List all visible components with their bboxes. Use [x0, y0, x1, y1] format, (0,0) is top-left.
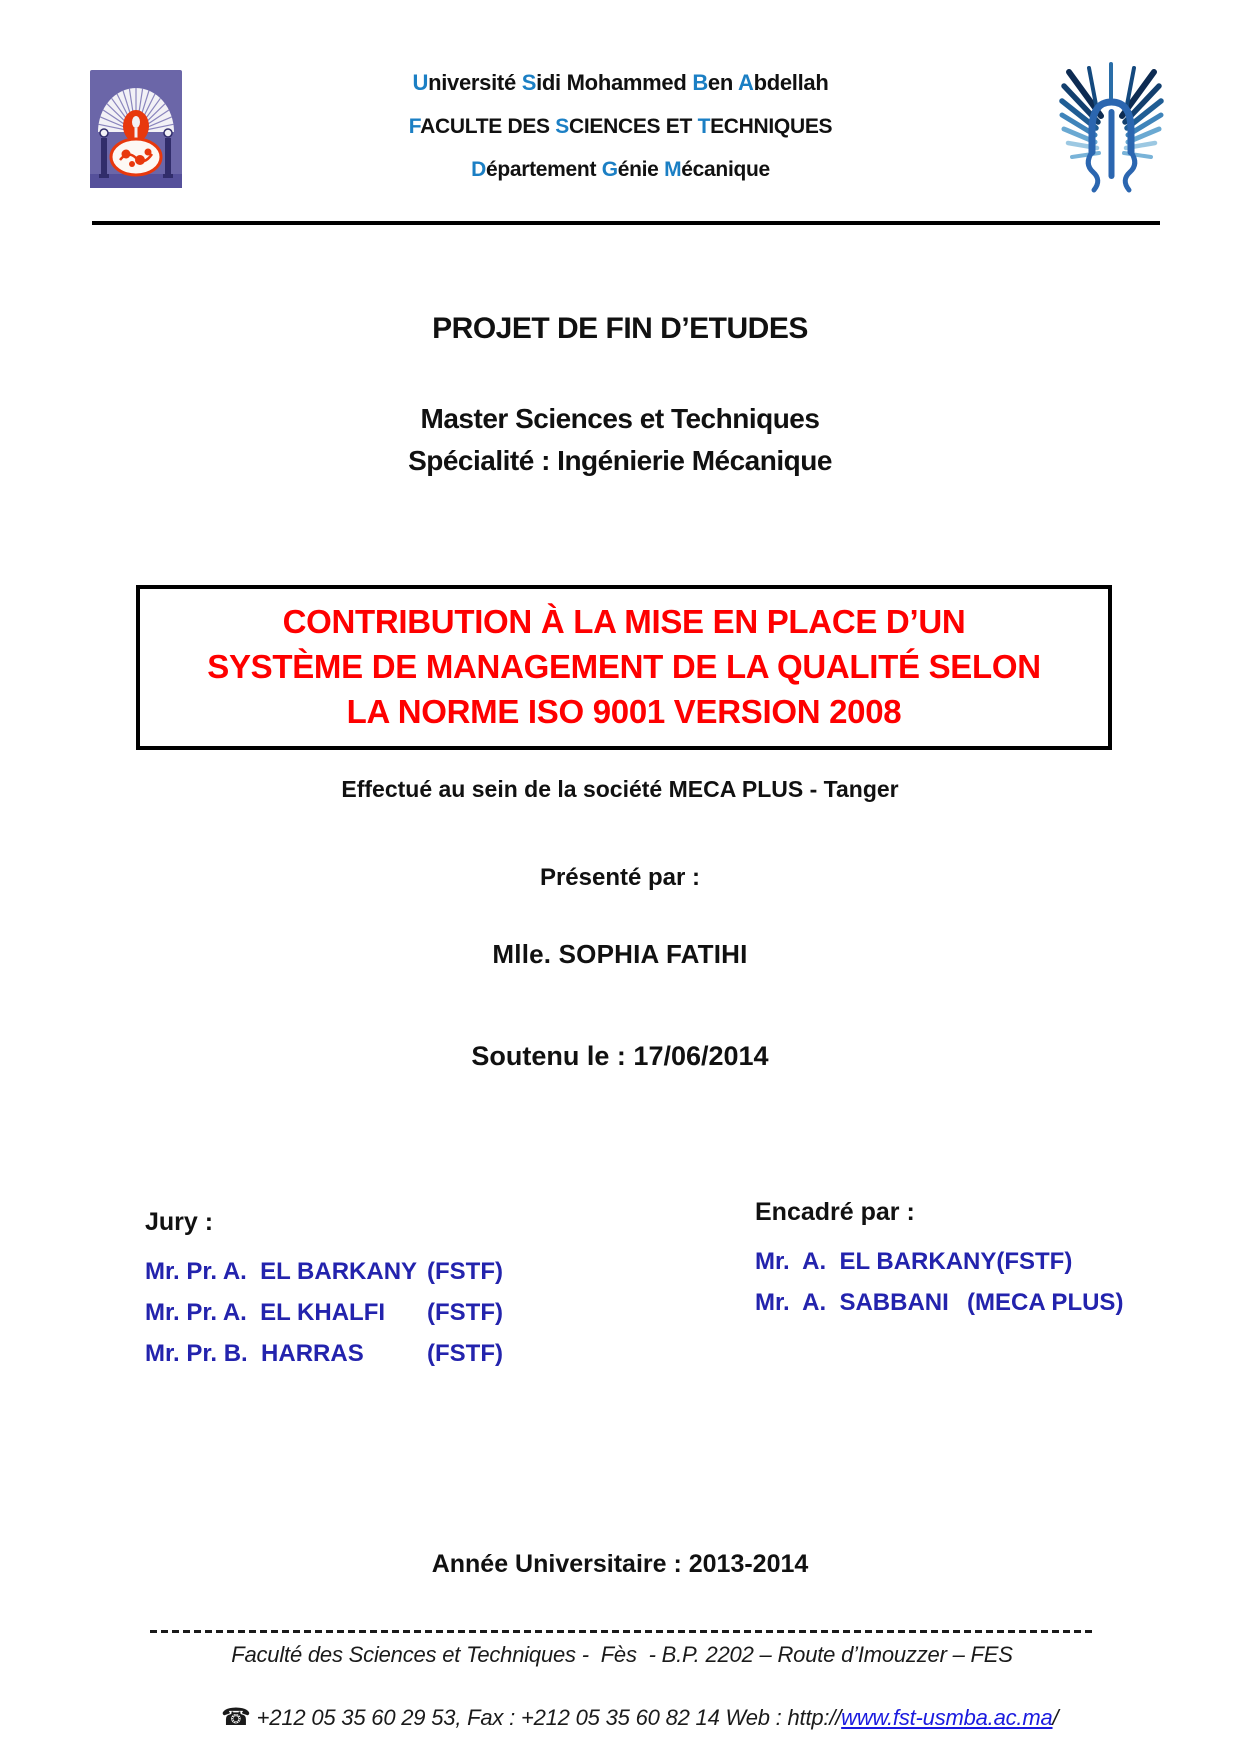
footer-contact [150, 1677, 1094, 1755]
institution-header [182, 70, 1059, 182]
department-name: Département Génie Mécanique [471, 158, 770, 181]
member-name: Mr. A. EL BARKANY [755, 1248, 997, 1275]
report-type-title: PROJET DE FIN D’ETUDES [432, 312, 808, 345]
footer-contact-suffix: / [1052, 1705, 1059, 1730]
usmba-emblem-icon [90, 70, 182, 188]
subject-line: CONTRIBUTION À LA MISE EN PLACE D’UN [282, 603, 966, 640]
supervisors-section [755, 1198, 1123, 1323]
fst-logo-icon [1059, 58, 1164, 198]
phone-icon: ☎ [221, 1704, 251, 1731]
faculty-name: FACULTE DES SCIENCES ET TECHNIQUES [408, 115, 833, 138]
university-name: Université Sidi Mohammed Ben Abdellah [412, 70, 829, 95]
subject-title-box [136, 585, 1112, 750]
member-org: (FSTF) [996, 1248, 1073, 1275]
subject-line: SYSTÈME DE MANAGEMENT DE LA QUALITÉ SELON [207, 648, 1041, 685]
footer-contact-text: +212 05 35 60 29 53, Fax : +212 05 35 60 82 14 Web : http:// [250, 1705, 842, 1730]
member-name: Mr. A. SABBANI [755, 1289, 949, 1316]
jury-member-row [145, 1292, 503, 1333]
presented-by-label: Présenté par : [539, 864, 701, 891]
subject-line: LA NORME ISO 9001 VERSION 2008 [346, 693, 902, 730]
page-header [90, 58, 1164, 203]
member-org: (FSTF) [427, 1299, 503, 1326]
jury-label: Jury : [145, 1208, 214, 1236]
member-name: Mr. Pr. B. HARRAS [145, 1340, 364, 1367]
website-link[interactable]: www.fst-usmba.ac.ma [841, 1705, 1053, 1730]
fst-logo [1059, 58, 1164, 203]
supervisor-row [755, 1241, 1123, 1282]
supervisor-list [755, 1241, 1123, 1323]
degree-title: Master Sciences et Techniques [420, 403, 820, 434]
jury-member-list [145, 1251, 503, 1374]
host-company-line: Effectué au sein de la société MECA PLUS - Tanger [341, 776, 899, 802]
supervisor-row [755, 1282, 1123, 1323]
degree-block [0, 398, 1240, 482]
page-footer [150, 1630, 1094, 1755]
footer-address: Faculté des Sciences et Techniques - Fès - B.P. 2202 – Route d’Imouzzer – FES [231, 1642, 1013, 1667]
supervisors-label: Encadré par : [755, 1198, 915, 1226]
speciality-title: Spécialité : Ingénierie Mécanique [408, 445, 832, 476]
author-name: Mlle. SOPHIA FATIHI [492, 939, 748, 969]
usmba-emblem-logo [90, 70, 182, 193]
member-org: (FSTF) [427, 1258, 503, 1285]
jury-member-row [145, 1333, 503, 1374]
jury-section [145, 1208, 503, 1374]
member-org: (MECA PLUS) [967, 1289, 1124, 1316]
footer-divider [150, 1630, 1094, 1633]
member-name: Mr. Pr. A. EL KHALFI [145, 1299, 386, 1326]
academic-year: Année Universitaire : 2013-2014 [431, 1550, 809, 1578]
header-divider-rule [92, 221, 1160, 225]
defense-date: Soutenu le : 17/06/2014 [471, 1041, 769, 1071]
jury-member-row [145, 1251, 503, 1292]
member-name: Mr. Pr. A. EL BARKANY [145, 1258, 418, 1285]
member-org: (FSTF) [427, 1340, 503, 1367]
